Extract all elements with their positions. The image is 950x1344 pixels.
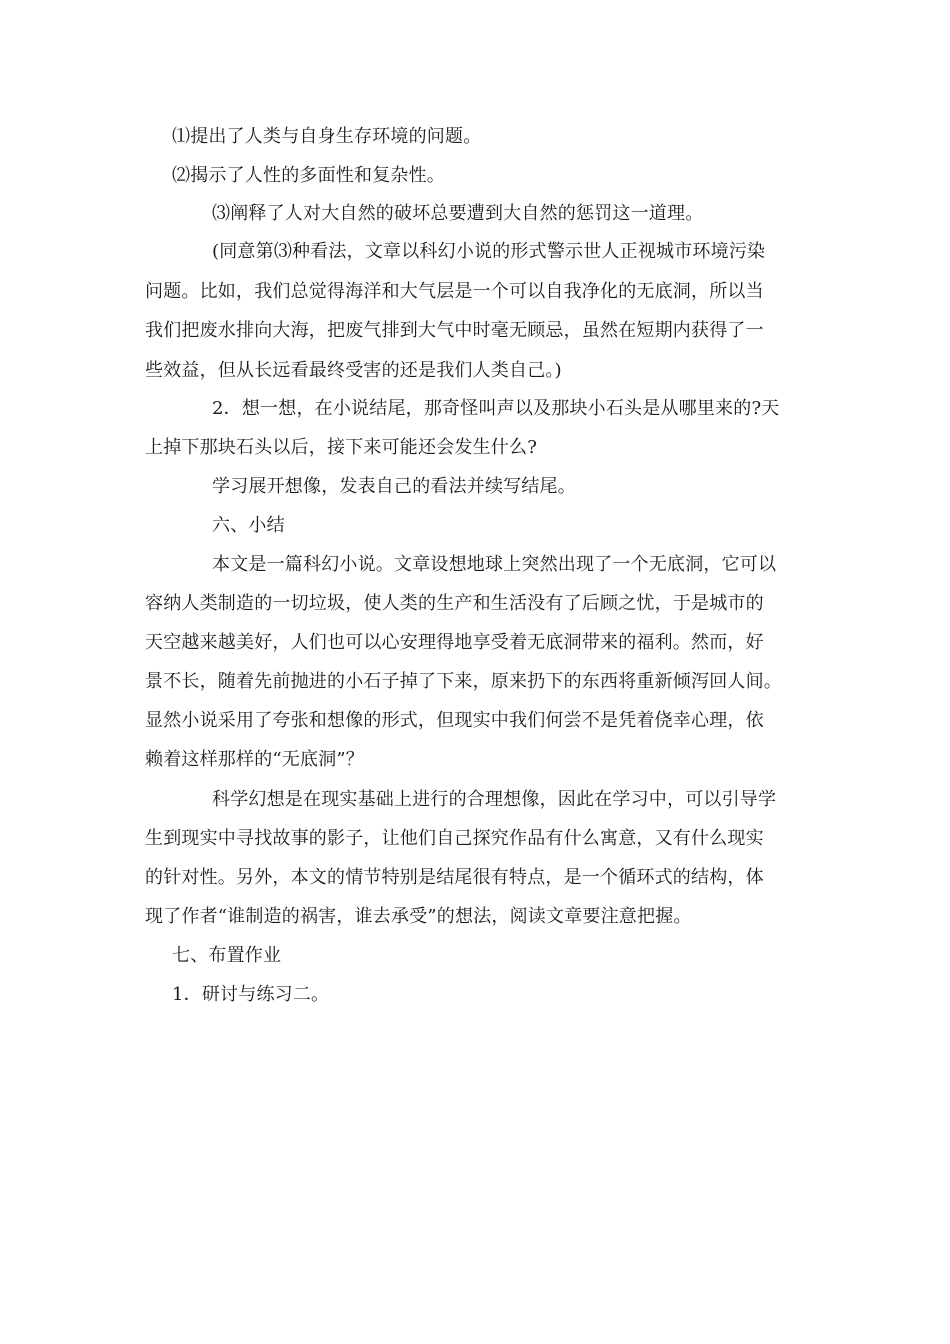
summary-line-1: 本文是一篇科幻小说。文章设想地球上突然出现了一个无底洞，它可以 — [212, 554, 777, 575]
summary-line-8: 生到现实中寻找故事的影子，让他们自己探究作品有什么寓意，又有什么现实 — [145, 828, 764, 849]
summary-line-4: 景不长，随着先前抛进的小石子掉了下来，原来扔下的东西将重新倾泻回人间。 — [145, 671, 782, 692]
summary-line-5: 显然小说采用了夸张和想像的形式，但现实中我们何尝不是凭着侥幸心理，依 — [145, 710, 764, 731]
answer-option-1: ⑴提出了人类与自身生存环境的问题。 — [172, 126, 482, 147]
summary-line-9: 的针对性。另外，本文的情节特别是结尾很有特点，是一个循环式的结构，体 — [145, 867, 764, 888]
answer-note-line-4: 些效益，但从长远看最终受害的还是我们人类自己。) — [145, 360, 562, 381]
answer-option-3: ⑶阐释了人对大自然的破坏总要遭到大自然的惩罚这一道理。 — [212, 203, 704, 224]
answer-note-line-3: 我们把废水排向大海，把废气排到大气中时毫无顾忌，虽然在短期内获得了一 — [145, 320, 764, 341]
answer-note-line-1: (同意第⑶种看法，文章以科幻小说的形式警示世人正视城市环境污染 — [212, 241, 766, 262]
summary-line-6: 赖着这样那样的“无底洞”？ — [145, 749, 365, 770]
answer-note-line-2: 问题。比如，我们总觉得海洋和大气层是一个可以自我净化的无底洞，所以当 — [145, 281, 764, 302]
summary-line-10: 现了作者“谁制造的祸害，谁去承受”的想法，阅读文章要注意把握。 — [145, 906, 692, 927]
question-2-line-1: 2．想一想，在小说结尾，那奇怪叫声以及那块小石头是从哪里来的?天 — [212, 398, 780, 419]
homework-item-1: 1．研讨与练习二。 — [172, 984, 330, 1005]
question-2-instruction: 学习展开想像，发表自己的看法并续写结尾。 — [212, 476, 576, 497]
summary-line-3: 天空越来越美好，人们也可以心安理得地享受着无底洞带来的福利。然而，好 — [145, 632, 764, 653]
section-heading-summary: 六、小结 — [212, 515, 285, 536]
summary-line-2: 容纳人类制造的一切垃圾，使人类的生产和生活没有了后顾之忧，于是城市的 — [145, 593, 764, 614]
answer-option-2: ⑵揭示了人性的多面性和复杂性。 — [172, 165, 445, 186]
question-2-line-2: 上掉下那块石头以后，接下来可能还会发生什么? — [145, 437, 538, 458]
section-heading-homework: 七、布置作业 — [172, 945, 282, 966]
summary-line-7: 科学幻想是在现实基础上进行的合理想像，因此在学习中，可以引导学 — [212, 789, 777, 810]
